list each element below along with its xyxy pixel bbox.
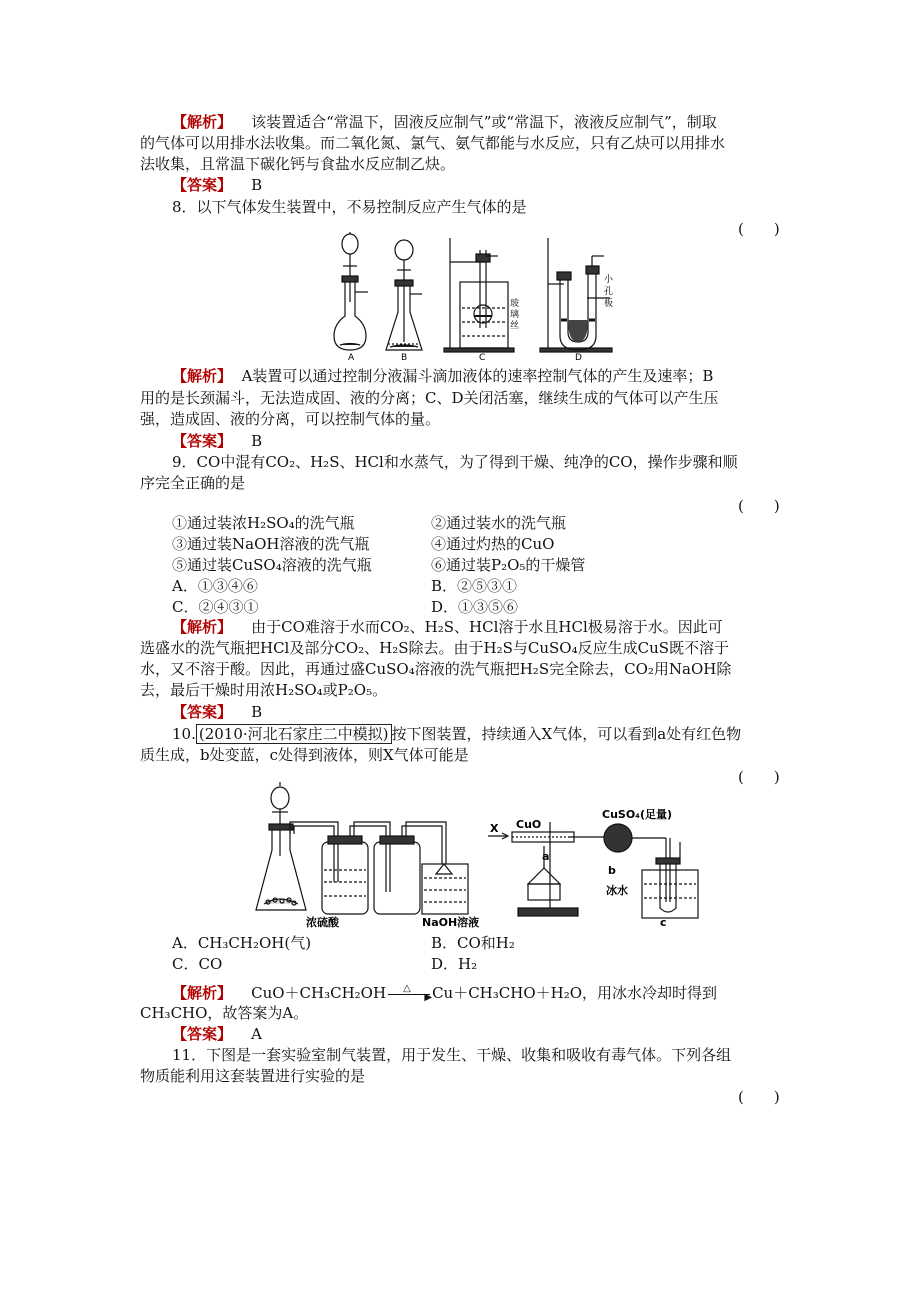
- q7-analysis-line-3: 法收集，且常温下碳化钙与食盐水反应制乙炔。: [140, 155, 456, 173]
- q9-step-6: ⑥通过装P₂O₅的干燥管: [431, 556, 586, 574]
- q8-apparatus-svg: [328, 232, 618, 362]
- apparatus-d: [540, 238, 612, 352]
- q10-analysis-line-2: CH₃CHO，故答案为A。: [140, 1004, 309, 1022]
- label-a: a: [542, 850, 550, 863]
- answer-tag: 【答案】: [172, 432, 233, 450]
- q11-stem-line-1: 11．下图是一套实验室制气装置，用于发生、干燥、收集和吸收有毒气体。下列各组: [172, 1046, 732, 1064]
- q9-step-4: ④通过灼热的CuO: [431, 535, 555, 553]
- conc-sulfuric-label: 浓硫酸: [306, 916, 339, 928]
- q10-answer: [172, 1024, 262, 1044]
- ice-water-label: 冰水: [606, 884, 628, 897]
- glass-wool-2: 璃: [510, 310, 520, 320]
- small-hole-plate-3: 板: [604, 299, 614, 309]
- q7-answer-value: B: [251, 176, 263, 194]
- q10-apparatus-figure: [250, 782, 720, 928]
- q8-analysis-line-1: [172, 366, 713, 386]
- q9-analysis-line-4: 去，最后干燥时用浓H₂SO₄或P₂O₅。: [140, 681, 388, 699]
- q9-analysis-line-3: 水，又不溶于酸。因此，再通过盛CuSO₄溶液的洗气瓶把H₂S完全除去，CO₂用NaOH除: [140, 660, 732, 678]
- q9-answer: [172, 702, 262, 722]
- q10-answer-value: A: [251, 1025, 262, 1043]
- analysis-tag: 【解析】: [172, 367, 233, 385]
- q9-step-1: ①通过装浓H₂SO₄的洗气瓶: [172, 514, 355, 532]
- q10-source-box: (2010·河北石家庄二中模拟): [196, 724, 392, 744]
- q11-stem-line-2: 物质能利用这套装置进行实验的是: [140, 1067, 366, 1085]
- naoh-solution-label: NaOH溶液: [422, 916, 480, 928]
- q9-option-b: B．②⑤③①: [431, 577, 518, 595]
- q10-option-c: C．CO: [172, 955, 223, 973]
- answer-tag: 【答案】: [172, 1025, 233, 1043]
- q10-stem-text-1: 按下图装置，持续通入X气体，可以看到a处有红色物: [391, 725, 742, 743]
- label-c: c: [660, 916, 667, 928]
- q10-analysis-line-1: [172, 983, 717, 1003]
- q10-number: 10.: [172, 725, 196, 743]
- q7-analysis-line-2: 的气体可以用排水法收集。而二氧化氮、氯气、氨气都能与水反应，只有乙炔可以用排水: [140, 134, 726, 152]
- q7-analysis-line-1: [172, 112, 717, 132]
- cuso4-label: CuSO₄(足量): [602, 808, 673, 821]
- x-label: X: [490, 822, 499, 835]
- cuo-label: CuO: [516, 818, 542, 831]
- q10-stem-line-1: [172, 724, 741, 744]
- q9-analysis-line-2: 选盛水的洗气瓶把HCl及部分CO₂、H₂S除去。由于H₂S与CuSO₄反应生成CuS既不溶于: [140, 639, 730, 657]
- q8-analysis-line-2: 用的是长颈漏斗，无法造成固、液的分离；C、D关闭活塞，继续生成的气体可以产生压: [140, 389, 719, 407]
- small-hole-plate-2: 孔: [604, 287, 614, 297]
- q9-step-5: ⑤通过装CuSO₄溶液的洗气瓶: [172, 556, 372, 574]
- label-c: C: [479, 353, 486, 362]
- q10-option-d: D．H₂: [431, 955, 478, 973]
- heat-arrow: △ ▶: [386, 983, 432, 1003]
- answer-tag: 【答案】: [172, 176, 233, 194]
- q10-equation-left: CuO＋CH₃CH₂OH: [251, 984, 387, 1002]
- answer-tag: 【答案】: [172, 703, 233, 721]
- analysis-tag: 【解析】: [172, 618, 233, 636]
- glass-wool-3: 丝: [510, 321, 520, 331]
- delta-symbol: △: [403, 983, 411, 994]
- q9-answer-blank: ( ): [738, 497, 780, 515]
- label-d: D: [575, 353, 582, 362]
- q8-stem: 8．以下气体发生装置中，不易控制反应产生气体的是: [172, 198, 527, 216]
- q10-option-a: A．CH₃CH₂OH(气): [172, 934, 312, 952]
- glass-wool-1: 玻: [510, 299, 520, 309]
- q10-stem-line-2: 质生成，b处变蓝，c处得到液体，则X气体可能是: [140, 746, 469, 764]
- q9-option-d: D．①③⑤⑥: [431, 598, 519, 616]
- q7-analysis-text-1: 该装置适合“常温下，固液反应制气”或“常温下，液液反应制气”，制取: [251, 113, 717, 131]
- q8-analysis-text-1: A装置可以通过控制分液漏斗滴加液体的速率控制气体的产生及速率；B: [241, 367, 714, 385]
- q10-option-b: B．CO和H₂: [431, 934, 515, 952]
- analysis-tag: 【解析】: [172, 113, 233, 131]
- q9-analysis-line-1: [172, 617, 723, 637]
- label-b: b: [608, 864, 616, 877]
- q9-option-a: A．①③④⑥: [172, 577, 258, 595]
- label-b: B: [401, 353, 408, 362]
- label-a: A: [348, 353, 355, 362]
- small-hole-plate-1: 小: [604, 275, 614, 285]
- q8-apparatus-figure: [328, 232, 618, 362]
- q9-step-2: ②通过装水的洗气瓶: [431, 514, 567, 532]
- q8-answer: [172, 431, 262, 451]
- q9-answer-value: B: [251, 703, 263, 721]
- q9-stem-line-2: 序完全正确的是: [140, 474, 246, 492]
- q10-equation-right: Cu＋CH₃CHO＋H₂O，用冰水冷却时得到: [432, 984, 718, 1002]
- q8-answer-value: B: [251, 432, 263, 450]
- apparatus-a: [334, 232, 368, 350]
- q11-answer-blank: ( ): [738, 1088, 780, 1106]
- q9-analysis-text-1: 由于CO难溶于水而CO₂、H₂S、HCl溶于水且HCl极易溶于水。因此可: [251, 618, 723, 636]
- analysis-tag: 【解析】: [172, 984, 233, 1002]
- q9-step-3: ③通过装NaOH溶液的洗气瓶: [172, 535, 370, 553]
- q8-analysis-line-3: 强，造成固、液的分离，可以控制气体的量。: [140, 410, 441, 428]
- q10-apparatus-svg: [250, 782, 720, 928]
- apparatus-b: [386, 240, 422, 350]
- q7-answer: [172, 175, 262, 195]
- q9-option-c: C．②④③①: [172, 598, 259, 616]
- q9-stem-line-1: 9．CO中混有CO₂、H₂S、HCl和水蒸气，为了得到干燥、纯净的CO，操作步骤和顺: [172, 453, 738, 471]
- q10-answer-blank: ( ): [738, 768, 780, 786]
- apparatus-c: [444, 238, 514, 352]
- q8-answer-blank: ( ): [738, 220, 780, 238]
